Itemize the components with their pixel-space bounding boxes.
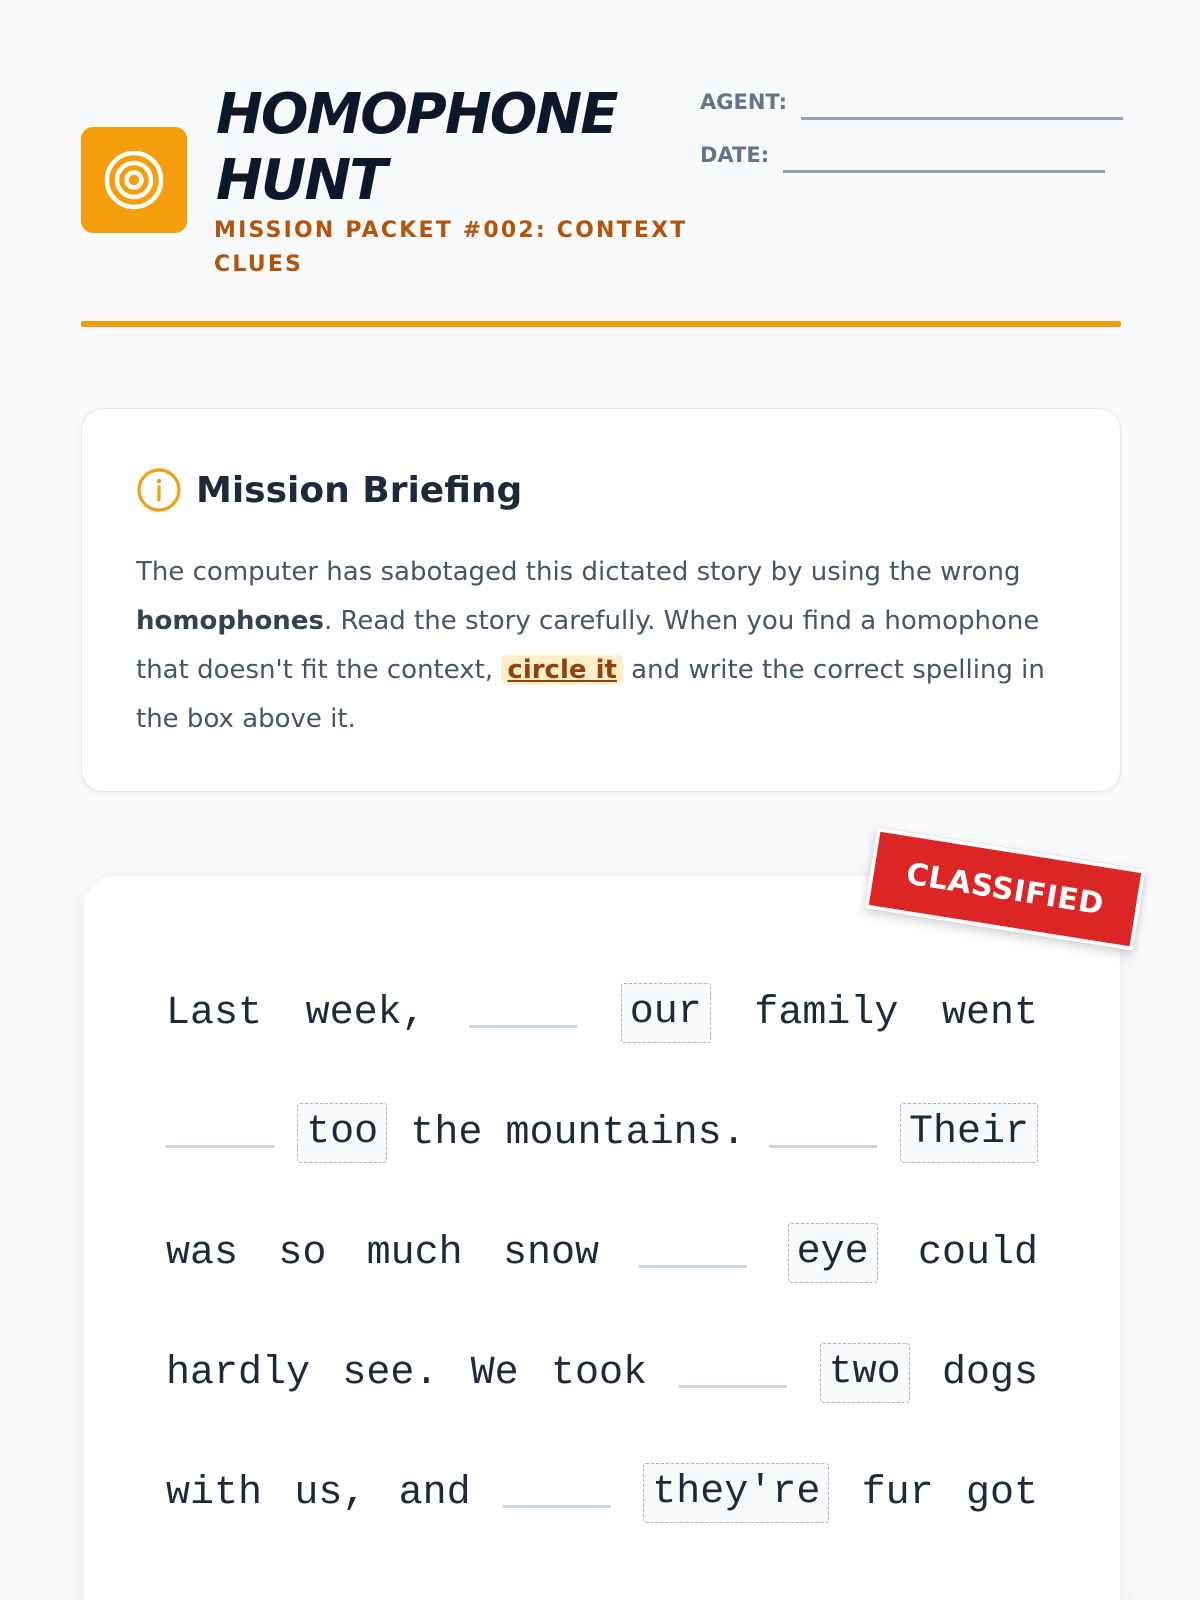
briefing-header bbox=[136, 467, 522, 513]
homophone-word[interactable]: our bbox=[621, 983, 711, 1043]
mission-subtitle: MISSION PACKET #002: CONTEXT CLUES bbox=[214, 218, 688, 277]
briefing-keyword: homophones bbox=[136, 606, 324, 636]
date-input[interactable] bbox=[783, 135, 1105, 173]
target-icon bbox=[103, 149, 165, 211]
agent-label: AGENT: bbox=[700, 90, 787, 114]
homophone-word[interactable]: Their bbox=[900, 1103, 1038, 1163]
story-word: fur bbox=[861, 1470, 934, 1516]
header bbox=[81, 0, 1121, 330]
story-line bbox=[166, 1073, 1038, 1193]
homophone-word[interactable]: they're bbox=[643, 1463, 829, 1523]
story-word: so bbox=[278, 1230, 327, 1276]
briefing-text-1: The computer has sabotaged this dictated story by using the wrong bbox=[136, 557, 1021, 587]
date-label: DATE: bbox=[700, 143, 770, 167]
homophone-word[interactable]: too bbox=[297, 1103, 387, 1163]
answer-blank[interactable] bbox=[679, 1368, 787, 1388]
title-line-1: HOMOPHONE bbox=[216, 82, 617, 147]
header-divider bbox=[81, 321, 1121, 327]
story-word: took bbox=[551, 1350, 648, 1396]
story-word: got bbox=[965, 1470, 1038, 1516]
story-line bbox=[166, 953, 1038, 1073]
homophone-word[interactable]: eye bbox=[788, 1223, 878, 1283]
story-word: Last bbox=[166, 990, 263, 1036]
story-word: week, bbox=[305, 990, 426, 1036]
story-text bbox=[166, 953, 1038, 1553]
story-word: the bbox=[410, 1110, 483, 1156]
circle-it-highlight: circle it bbox=[501, 655, 623, 685]
story-word: with bbox=[166, 1470, 263, 1516]
info-icon bbox=[136, 467, 182, 513]
homophone-word[interactable]: two bbox=[820, 1343, 910, 1403]
answer-blank[interactable] bbox=[469, 1008, 577, 1028]
date-field bbox=[700, 133, 1105, 173]
story-line bbox=[166, 1193, 1038, 1313]
classified-stamp: CLASSIFIED bbox=[864, 827, 1145, 951]
briefing-text-3: and write the correct spelling in the box above it. bbox=[136, 655, 1045, 734]
story-word: us, bbox=[294, 1470, 367, 1516]
story-line bbox=[166, 1433, 1038, 1553]
story-word: and bbox=[398, 1470, 471, 1516]
story-word: much bbox=[366, 1230, 463, 1276]
story-word: hardly bbox=[166, 1350, 311, 1396]
worksheet-page bbox=[81, 0, 1121, 1516]
story-word: could bbox=[917, 1230, 1038, 1276]
story-word: family bbox=[754, 990, 899, 1036]
briefing-title: Mission Briefing bbox=[196, 469, 523, 511]
story-card bbox=[83, 875, 1121, 1600]
answer-blank[interactable] bbox=[166, 1128, 274, 1148]
story-word: went bbox=[941, 990, 1038, 1036]
agent-field bbox=[700, 80, 1123, 120]
story-word: was bbox=[166, 1230, 239, 1276]
story-word: mountains. bbox=[505, 1110, 746, 1156]
story-line bbox=[166, 1313, 1038, 1433]
briefing-instructions bbox=[136, 548, 1046, 744]
answer-blank[interactable] bbox=[503, 1488, 611, 1508]
story-word: see. bbox=[342, 1350, 439, 1396]
page-title bbox=[216, 82, 686, 214]
title-line-2: HUNT bbox=[216, 148, 386, 213]
story-word: We bbox=[470, 1350, 519, 1396]
mission-briefing-card bbox=[81, 408, 1121, 792]
answer-blank[interactable] bbox=[639, 1248, 747, 1268]
story-word: dogs bbox=[941, 1350, 1038, 1396]
agent-name-input[interactable] bbox=[801, 82, 1123, 120]
answer-blank[interactable] bbox=[769, 1128, 877, 1148]
logo-badge bbox=[81, 127, 187, 233]
story-word: snow bbox=[502, 1230, 599, 1276]
briefing-text-2: . Read the story carefully. When you find a homophone that doesn't fit the context, bbox=[136, 606, 1040, 685]
